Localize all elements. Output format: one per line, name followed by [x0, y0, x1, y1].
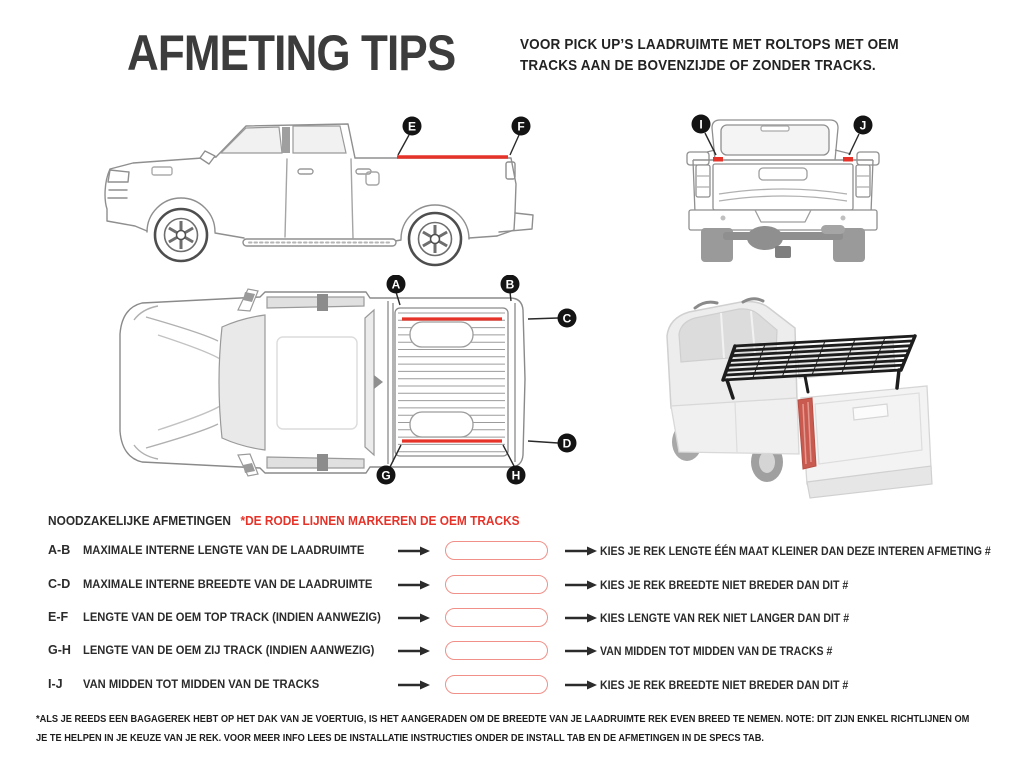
footnote-line-2: JE TE HELPEN IN JE KEUZE VAN JE REK. VOOR MEER INFO LEES DE INSTALLATIE INSTRUCTIES ONDER DE INSTALL TAB EN DE AFMETINGEN IN DE SPECS TAB. — [36, 732, 764, 744]
label-marker-d — [528, 434, 577, 453]
oem-tracks-note: *DE RODE LIJNEN MARKEREN DE OEM TRACKS — [240, 514, 520, 528]
side-windows — [221, 126, 346, 153]
rear-wheel — [409, 213, 461, 265]
arrow-right-icon — [565, 680, 597, 690]
arrow-right-icon — [565, 546, 597, 556]
svg-text:E: E — [407, 119, 417, 134]
measurement-input-c-d[interactable] — [445, 575, 548, 594]
measurement-code: E-F — [48, 610, 69, 624]
arrow-right-icon — [398, 546, 430, 556]
svg-text:A: A — [391, 277, 401, 292]
measurement-guidance: KIES JE REK BREEDTE NIET BREDER DAN DIT # — [600, 578, 849, 592]
measurement-code: I-J — [48, 677, 63, 691]
arrow-right-icon — [565, 613, 597, 623]
subtitle-line-1: VOOR PICK UP’S LAADRUIMTE MET ROLTOPS MET OEM — [520, 36, 899, 53]
label-marker-f — [510, 117, 531, 156]
arrow-right-icon — [565, 580, 597, 590]
front-wheel — [155, 209, 207, 261]
truck-top-view-diagram — [112, 275, 577, 490]
measurement-row-g-h — [0, 639, 1024, 664]
header — [0, 0, 1024, 100]
measurement-description: LENGTE VAN DE OEM ZIJ TRACK (INDIEN AANWEZIG) — [83, 643, 375, 657]
oem-track-mark-right — [843, 157, 853, 162]
svg-text:H: H — [511, 468, 521, 483]
measurement-guidance: VAN MIDDEN TOT MIDDEN VAN DE TRACKS # — [600, 644, 833, 658]
label-marker-j — [849, 116, 873, 156]
arrow-right-icon — [398, 646, 430, 656]
svg-text:I: I — [699, 117, 703, 132]
label-marker-b — [501, 275, 520, 301]
measurement-description: MAXIMALE INTERNE LENGTE VAN DE LAADRUIMTE — [83, 543, 365, 557]
arrow-right-icon — [398, 680, 430, 690]
measurement-description: MAXIMALE INTERNE BREEDTE VAN DE LAADRUIMTE — [83, 577, 373, 591]
arrow-right-icon — [565, 646, 597, 656]
measurements-heading-label: NOODZAKELIJKE AFMETINGEN — [48, 514, 231, 528]
measurement-row-a-b — [0, 539, 1024, 564]
measurement-row-i-j — [0, 673, 1024, 698]
footnote — [36, 710, 1021, 748]
measurement-code: G-H — [48, 643, 71, 657]
measurement-description: VAN MIDDEN TOT MIDDEN VAN DE TRACKS — [83, 677, 320, 691]
measurement-row-e-f — [0, 606, 1024, 631]
svg-text:F: F — [517, 119, 525, 134]
label-marker-e — [398, 117, 422, 156]
measurement-row-c-d — [0, 573, 1024, 598]
truck-rear-outline — [687, 117, 879, 230]
svg-text:C: C — [562, 311, 572, 326]
subtitle-line-2: TRACKS AAN DE BOVENZIJDE OF ZONDER TRACKS. — [520, 57, 876, 74]
arrow-right-icon — [398, 580, 430, 590]
measurement-guidance: KIES JE REK LENGTE ÉÉN MAAT KLEINER DAN DEZE INTEREN AFMETING # — [600, 544, 991, 558]
truck-side-view-diagram — [95, 112, 540, 267]
measurement-input-i-j[interactable] — [445, 675, 548, 694]
label-marker-c — [528, 309, 577, 328]
measurement-input-a-b[interactable] — [445, 541, 548, 560]
measurement-description: LENGTE VAN DE OEM TOP TRACK (INDIEN AANWEZIG) — [83, 610, 381, 624]
measurement-input-g-h[interactable] — [445, 641, 548, 660]
page-subtitle — [520, 34, 899, 76]
measurement-code: C-D — [48, 577, 71, 591]
svg-text:D: D — [562, 436, 572, 451]
measurements-heading — [48, 514, 520, 528]
truck-3d-rack-view — [645, 292, 980, 502]
measurement-guidance: KIES LENGTE VAN REK NIET LANGER DAN DIT # — [600, 611, 850, 625]
measurement-code: A-B — [48, 543, 71, 557]
svg-text:J: J — [859, 118, 867, 133]
oem-track-mark-left — [713, 157, 723, 162]
measurement-guidance: KIES JE REK BREEDTE NIET BREDER DAN DIT # — [600, 678, 849, 692]
page-title: AFMETING TIPS — [127, 25, 456, 81]
truck-rear-view-diagram — [663, 110, 903, 265]
footnote-line-1: *ALS JE REEDS EEN BAGAGEREK HEBT OP HET DAK VAN JE VOERTUIG, IS HET AANGERADEN OM DE BREEDTE VAN JE LAADRUIMTE REK EVEN BREED TE NEMEN. NOTE: DIT ZIJN ENKEL RICHTLIJNEN OM — [36, 713, 970, 725]
svg-text:B: B — [505, 277, 515, 292]
arrow-right-icon — [398, 613, 430, 623]
svg-text:G: G — [381, 468, 391, 483]
measurement-input-e-f[interactable] — [445, 608, 548, 627]
truck-3d-body — [667, 299, 932, 498]
